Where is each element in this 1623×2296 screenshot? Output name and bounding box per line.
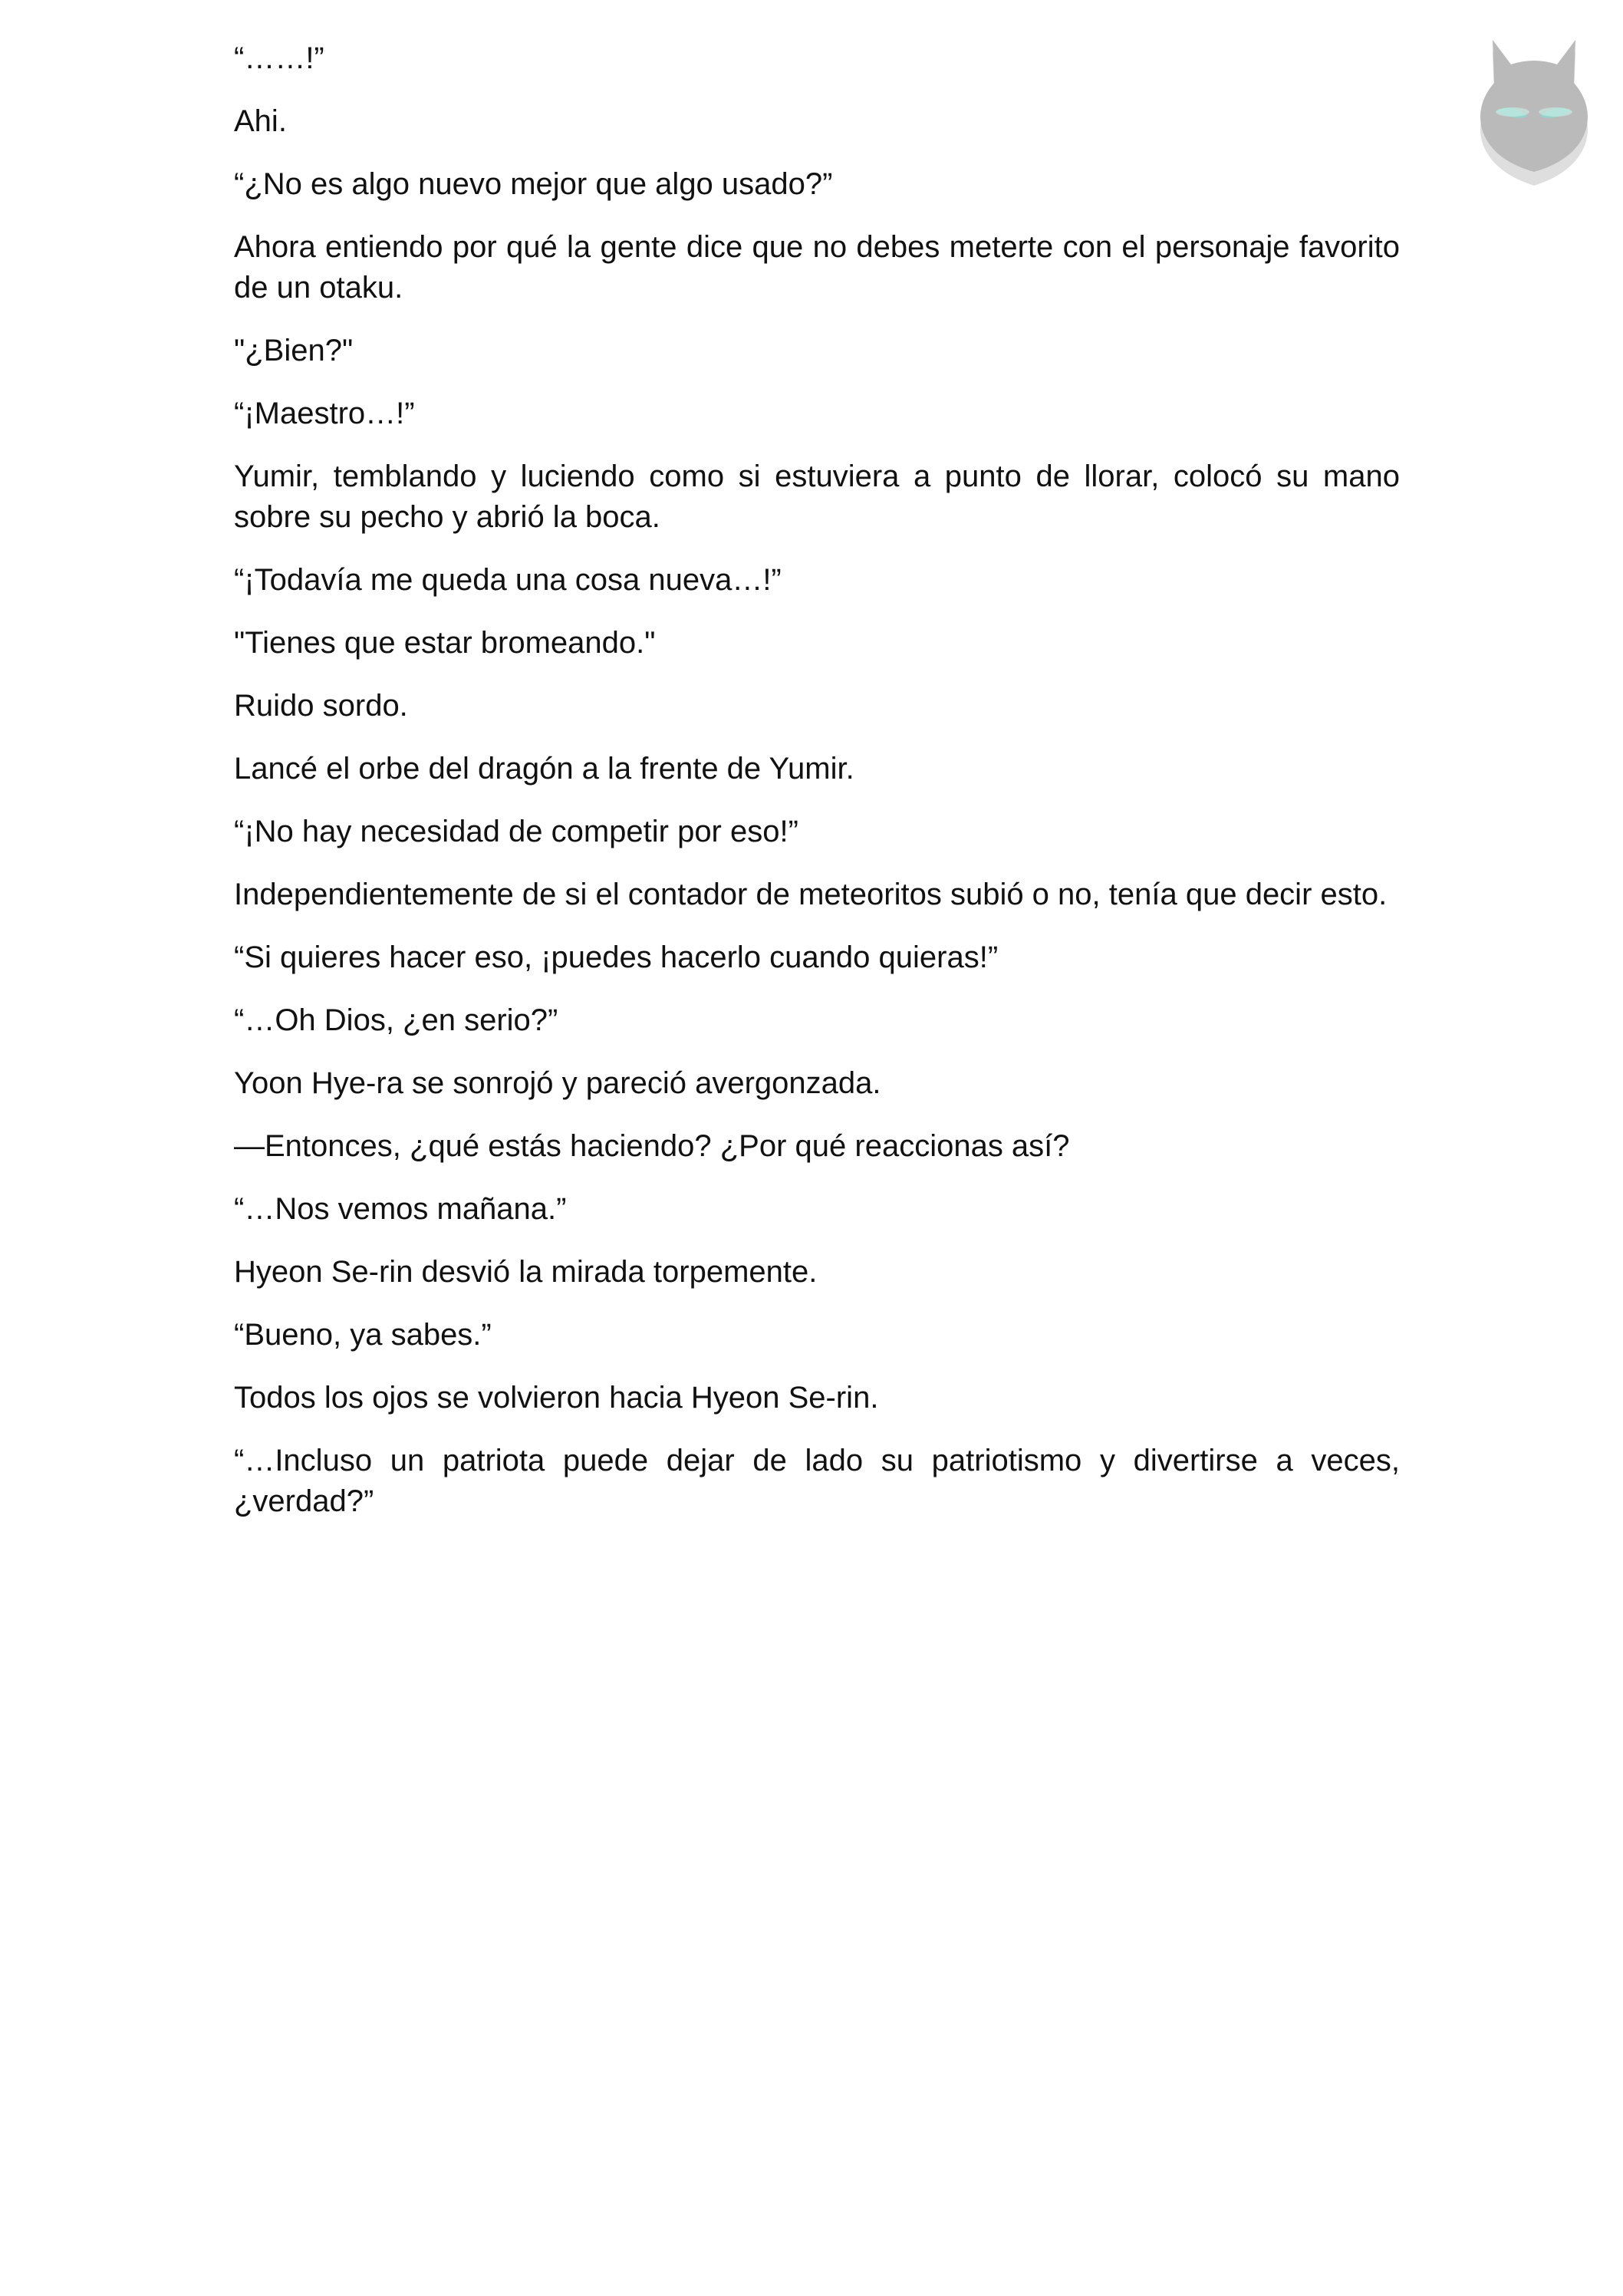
paragraph: —Entonces, ¿qué estás haciendo? ¿Por qué reaccionas así?: [234, 1129, 1070, 1163]
paragraph: Yoon Hye-ra se sonrojó y pareció avergonzada.: [234, 1066, 881, 1100]
paragraph: "Tienes que estar bromeando.": [234, 626, 656, 660]
paragraph: Hyeon Se-rin desvió la mirada torpemente.: [234, 1255, 818, 1289]
paragraph: “¡Maestro…!”: [234, 397, 415, 430]
document-body: [234, 38, 1400, 1544]
paragraph: “…Oh Dios, ¿en serio?”: [234, 1003, 558, 1037]
paragraph: “…Incluso un patriota puede dejar de lado su patriotismo y divertirse a veces, ¿verdad?”: [234, 1444, 1400, 1518]
paragraph: “…Nos vemos mañana.”: [234, 1192, 567, 1226]
paragraph: Yumir, temblando y luciendo como si estuviera a punto de llorar, colocó su mano sobre su pecho y abrió la boca.: [234, 460, 1400, 534]
paragraph: Ahi.: [234, 104, 287, 138]
paragraph: “Bueno, ya sabes.”: [234, 1318, 492, 1352]
paragraph: Independientemente de si el contador de meteoritos subió o no, tenía que decir esto.: [234, 878, 1388, 911]
paragraph: “¡Todavía me queda una cosa nueva…!”: [234, 563, 782, 597]
demon-head-watermark-icon: [1457, 14, 1611, 190]
paragraph: "¿Bien?": [234, 334, 354, 367]
paragraph: “¡No hay necesidad de competir por eso!”: [234, 815, 798, 848]
paragraph: “……!”: [234, 41, 324, 75]
paragraph: Todos los ojos se volvieron hacia Hyeon Se-rin.: [234, 1381, 879, 1415]
paragraph: Ahora entiendo por qué la gente dice que no debes meterte con el personaje favorito de un otaku.: [234, 230, 1400, 305]
paragraph: “¿No es algo nuevo mejor que algo usado?”: [234, 167, 833, 201]
paragraph: “Si quieres hacer eso, ¡puedes hacerlo cuando quieras!”: [234, 940, 999, 974]
paragraph: Ruido sordo.: [234, 689, 408, 723]
paragraph: Lancé el orbe del dragón a la frente de Yumir.: [234, 752, 854, 786]
